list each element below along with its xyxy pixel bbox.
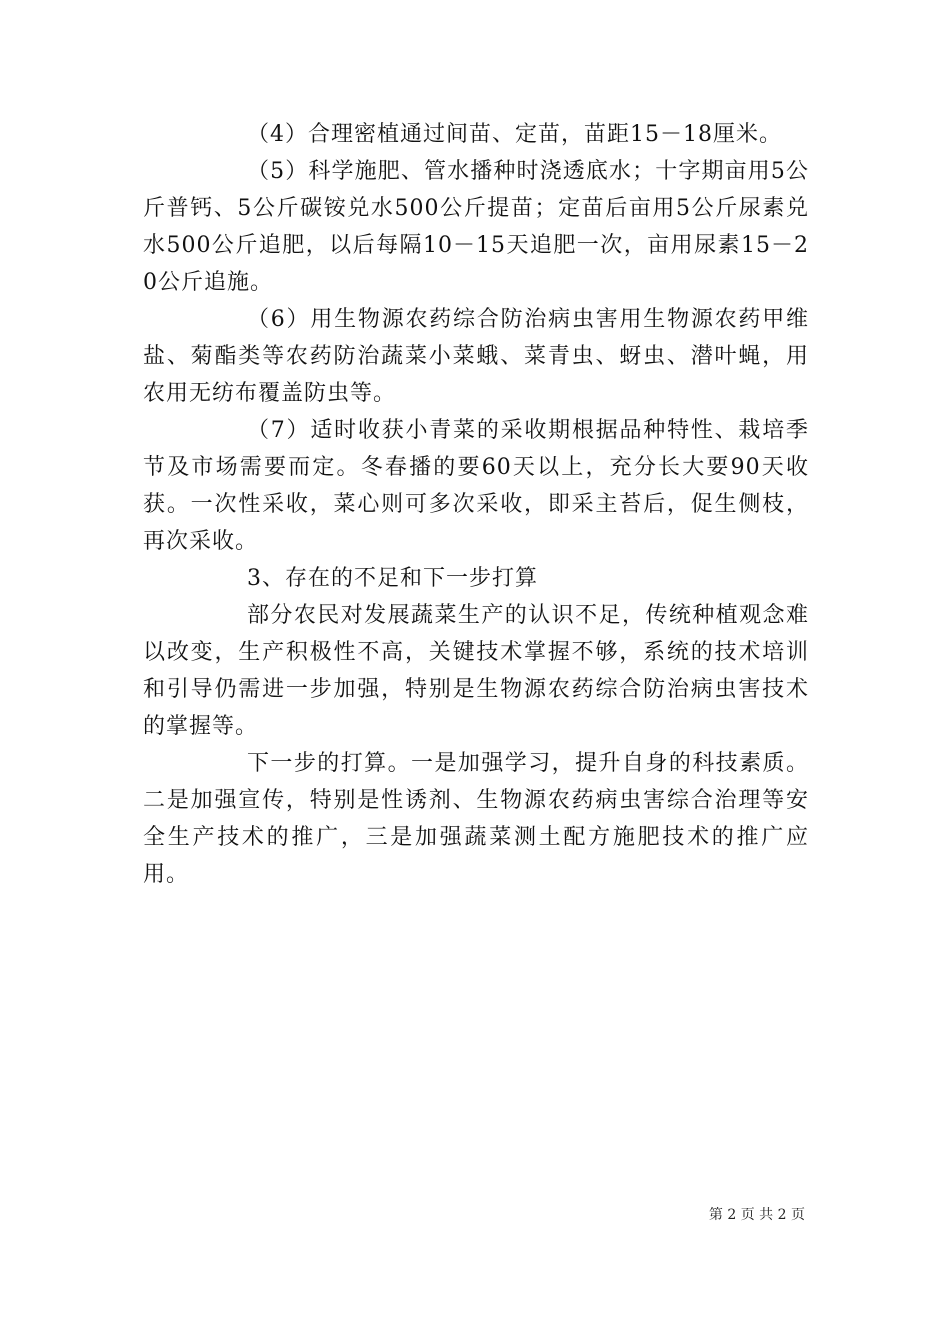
section-heading: 3、存在的不足和下一步打算 — [247, 566, 538, 591]
paragraph-item-7: （7）适时收获小青菜的采收期根据品种特性、栽培季节及市场需要而定。冬春播的要60天以上，充分长大要90天收获。一次性采收，菜心则可多次采收，即采主苔后，促生侧枝，再次采收。 — [143, 418, 809, 554]
page-number: 第 2 页 共 2 页 — [708, 1207, 805, 1223]
next-steps-paragraph: 下一步的打算。一是加强学习，提升自身的科技素质。二是加强宣传，特别是性诱剂、生物源农药病虫害综合治理等安全生产技术的推广，三是加强蔬菜测土配方施肥技术的推广应用。 — [143, 751, 809, 887]
paragraph-item-6: （6）用生物源农药综合防治病虫害用生物源农药甲维盐、菊酯类等农药防治蔬菜小菜蛾、菜青虫、蚜虫、潜叶蝇，用农用无纺布覆盖防虫等。 — [143, 307, 809, 406]
paragraph-item-5: （5）科学施肥、管水播种时浇透底水；十字期亩用5公斤普钙、5公斤碳铵兑水500公斤提苗；定苗后亩用5公斤尿素兑水500公斤追肥，以后每隔10－15天追肥一次，亩用尿素15－20公斤追施。 — [143, 159, 809, 295]
shortcomings-paragraph: 部分农民对发展蔬菜生产的认识不足，传统种植观念难以改变，生产积极性不高，关键技术掌握不够，系统的技术培训和引导仍需进一步加强，特别是生物源农药综合防治病虫害技术的掌握等。 — [143, 603, 809, 739]
document-body — [143, 116, 809, 893]
paragraph-item-4: （4）合理密植通过间苗、定苗，苗距15－18厘米。 — [247, 122, 782, 147]
